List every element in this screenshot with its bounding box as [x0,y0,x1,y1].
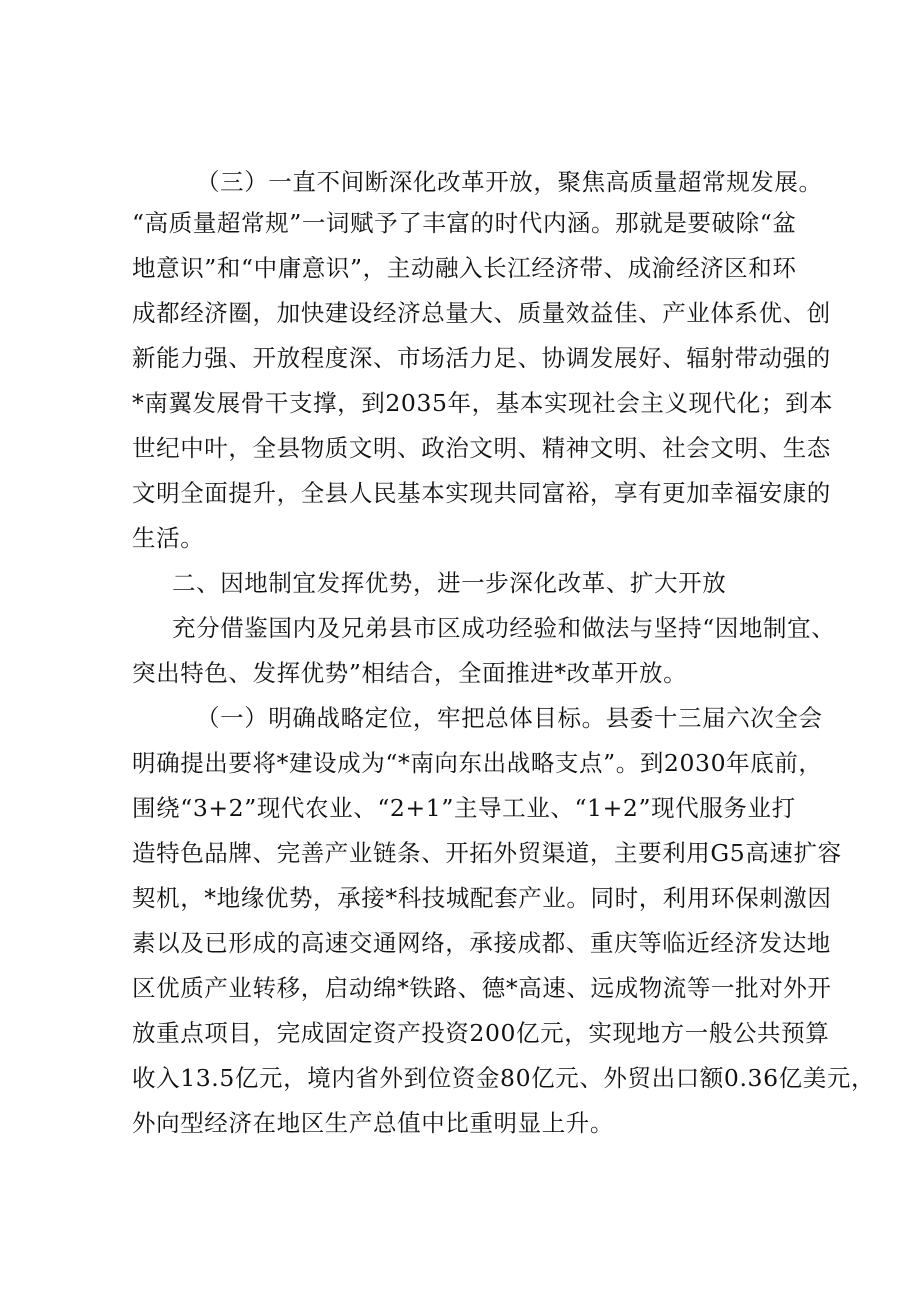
paragraph-line: 收入13.5亿元，境内省外到位资金80亿元、外贸出口额0.36亿美元， [132,1064,876,1092]
intro-line: 充分借鉴国内及兄弟县市区成功经验和做法与坚持“因地制宜、 [172,614,836,642]
paragraph-line: 成都经济圈，加快建设经济总量大、质量效益佳、产业体系优、创 [132,299,831,327]
paragraph-line: 围绕“3+2”现代农业、“2+1”主导工业、“1+2”现代服务业打 [132,794,796,822]
paragraph-line: 新能力强、开放程度深、市场活力足、协调发展好、辐射带动强的 [132,344,831,372]
paragraph-line: 素以及已形成的高速交通网络，承接成都、重庆等临近经济发达地 [132,929,831,957]
intro-line: 突出特色、发挥优势”相结合，全面推进*改革开放。 [132,659,688,687]
paragraph-line: *南翼发展骨干支撑，到2035年，基本实现社会主义现代化；到本 [132,389,834,417]
section-heading: 二、因地制宜发挥优势，进一步深化改革、扩大开放 [172,569,727,597]
paragraph-line: 外向型经济在地区生产总值中比重明显上升。 [132,1109,614,1137]
paragraph-line: 世纪中叶，全县物质文明、政治文明、精神文明、社会文明、生态 [132,434,831,462]
paragraph-line: 生活。 [132,524,205,552]
subsection1-heading-line: （一）明确战略定位，牢把总体目标。县委十三届六次全会 [196,704,823,732]
paragraph-line: 地意识”和“中庸意识”，主动融入长江经济带、成渝经济区和环 [132,254,797,282]
paragraph-line: 造特色品牌、完善产业链条、开拓外贸渠道，主要利用G5高速扩容 [132,839,842,867]
paragraph-line: 明确提出要将*建设成为“*南向东出战略支点”。到2030年底前， [132,749,823,777]
paragraph-line: “高质量超常规”一词赋予了丰富的时代内涵。那就是要破除“盆 [132,209,797,237]
paragraph-line: 放重点项目，完成固定资产投资200亿元，实现地方一般公共预算 [132,1019,830,1047]
paragraph-line: 区优质产业转移，启动绵*铁路、德*高速、远成物流等一批对外开 [132,974,832,1002]
section3-heading-line: （三）一直不间断深化改革开放，聚焦高质量超常规发展。 [196,168,823,196]
paragraph-line: 文明全面提升，全县人民基本实现共同富裕，享有更加幸福安康的 [132,479,831,507]
paragraph-line: 契机，*地缘优势，承接*科技城配套产业。同时，利用环保刺激因 [132,884,832,912]
